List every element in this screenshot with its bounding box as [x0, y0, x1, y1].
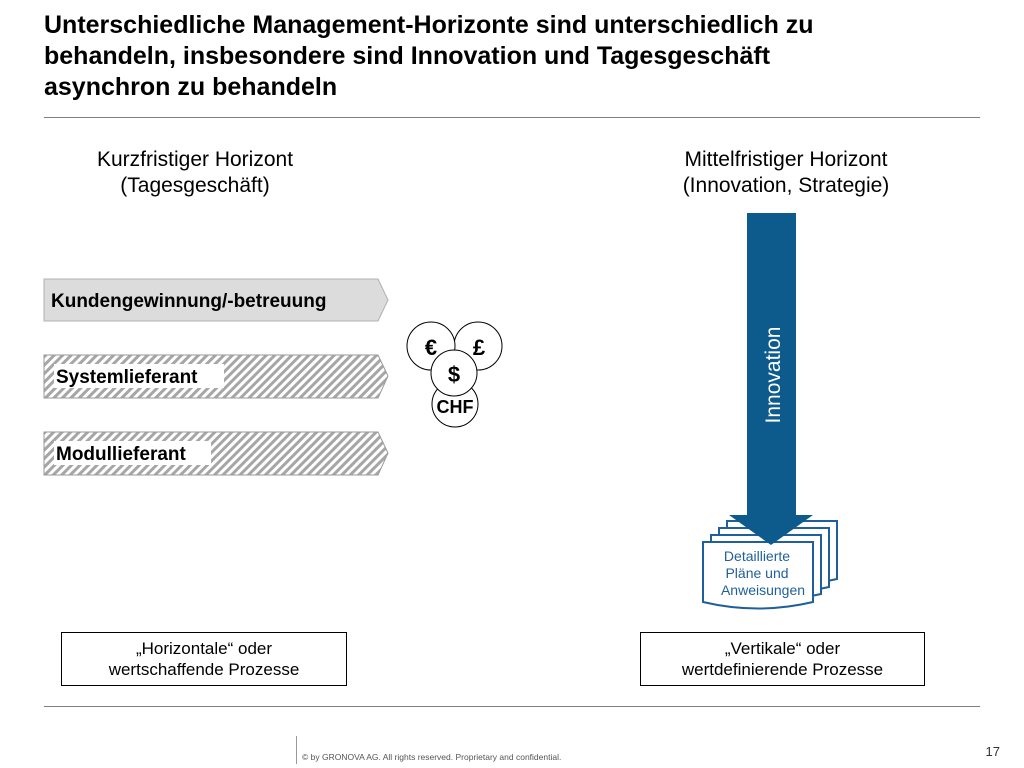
- innovation-arrow-label: Innovation: [762, 326, 785, 424]
- page-number: 17: [985, 744, 1000, 759]
- right-heading-line-2: (Innovation, Strategie): [682, 174, 890, 197]
- bar-kundengewinnung: [44, 279, 388, 321]
- vertical-process-line-2: wertdefinierende Prozesse: [681, 660, 884, 679]
- document-line-2: Pläne und: [725, 565, 789, 581]
- currency-euro: €: [424, 335, 438, 360]
- bar-kundengewinnung-label: Kundengewinnung/-betreuung: [51, 291, 327, 312]
- bottom-divider: [44, 706, 980, 707]
- vertical-process-box: [640, 632, 925, 686]
- title-line-1: Unterschiedliche Management-Horizonte sind unterschiedlich zu: [44, 11, 814, 39]
- document-line-3: Anweisungen: [720, 582, 806, 598]
- bar-systemlieferant: [44, 355, 388, 398]
- horizontal-process-line-2: wertschaffende Prozesse: [108, 660, 300, 679]
- bar-modullieferant: [44, 432, 388, 475]
- currency-cluster: [407, 322, 502, 427]
- right-heading-line-1: Mittelfristiger Horizont: [684, 148, 888, 171]
- vertical-process-line-1: „Vertikale“ oder: [724, 639, 841, 658]
- title-line-2: behandeln, insbesondere sind Innovation und Tagesgeschäft: [44, 42, 771, 70]
- bar-modullieferant-label: Modullieferant: [56, 444, 186, 465]
- currency-pound: £: [472, 335, 486, 360]
- bar-systemlieferant-label: Systemlieferant: [56, 367, 198, 388]
- left-heading-line-2: (Tagesgeschäft): [120, 174, 270, 197]
- horizontal-process-line-1: „Horizontale“ oder: [135, 639, 273, 658]
- title-line-3: asynchron zu behandeln: [44, 73, 338, 101]
- innovation-arrow: [729, 213, 813, 545]
- horizontal-process-box: [61, 632, 347, 686]
- currency-chf: CHF: [436, 397, 474, 417]
- footer-separator: [296, 736, 297, 764]
- footer-copyright: © by GRONOVA AG. All rights reserved. Proprietary and confidential.: [302, 752, 562, 762]
- left-heading-line-1: Kurzfristiger Horizont: [96, 148, 294, 171]
- currency-dollar: $: [447, 362, 461, 387]
- document-line-1: Detaillierte: [723, 548, 791, 564]
